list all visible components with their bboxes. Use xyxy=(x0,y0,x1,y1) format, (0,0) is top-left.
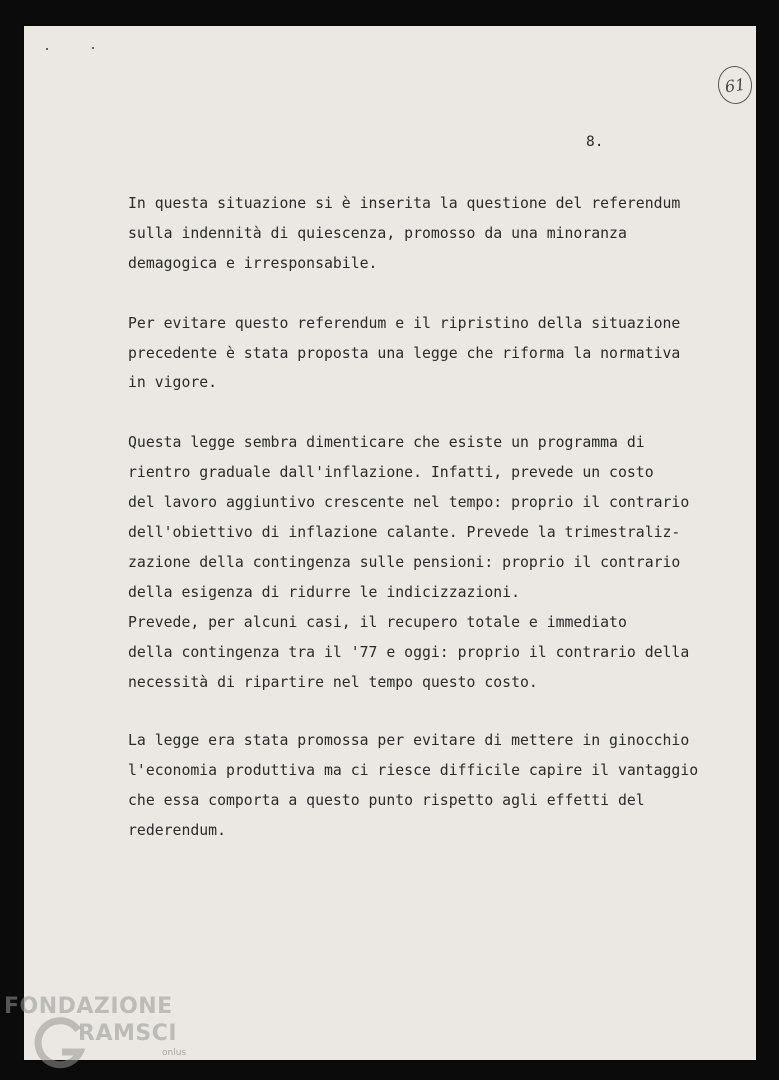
text-line: sulla indennità di quiescenza, promosso da una minoranza xyxy=(128,225,627,242)
text-line: necessità di ripartire nel tempo questo costo. xyxy=(128,674,538,691)
fondazione-gramsci-watermark xyxy=(4,994,204,1074)
text-line: demagogica e irresponsabile. xyxy=(128,255,378,272)
text-line: in vigore. xyxy=(128,374,218,391)
text-line: zazione della contingenza sulle pensioni: proprio il contrario xyxy=(128,554,681,571)
text-line: della contingenza tra il '77 e oggi: proprio il contrario della xyxy=(128,644,690,661)
paper-speck xyxy=(46,48,48,50)
text-line: della esigenza di ridurre le indicizzazioni. xyxy=(128,584,520,601)
text-line: In questa situazione si è inserita la questione del referendum xyxy=(128,195,681,212)
text-line: del lavoro aggiuntivo crescente nel tempo: proprio il contrario xyxy=(128,494,690,511)
text-line: rederendum. xyxy=(128,822,226,839)
archive-number: 61 xyxy=(723,74,747,96)
text-line: Prevede, per alcuni casi, il recupero totale e immediato xyxy=(128,614,627,631)
text-line: rientro graduale dall'inflazione. Infatti, prevede un costo xyxy=(128,464,654,481)
document-page xyxy=(24,26,756,1060)
watermark-tagline: onlus xyxy=(162,1048,187,1058)
text-line: Questa legge sembra dimenticare che esiste un programma di xyxy=(128,434,645,451)
text-line: La legge era stata promossa per evitare di mettere in ginocchio xyxy=(128,732,690,749)
text-line: dell'obiettivo di inflazione calante. Prevede la trimestraliz- xyxy=(128,524,681,541)
watermark-line1: FONDAZIONE xyxy=(4,994,173,1019)
text-line: che essa comporta a questo punto rispetto agli effetti del xyxy=(128,792,645,809)
text-line: l'economia produttiva ma ci riesce difficile capire il vantaggio xyxy=(128,762,699,779)
text-line: precedente è stata proposta una legge che riforma la normativa xyxy=(128,345,681,362)
paper-speck xyxy=(92,47,94,49)
page-number: 8. xyxy=(586,134,604,150)
watermark-line2: RAMSCI xyxy=(78,1021,178,1046)
text-line: Per evitare questo referendum e il ripristino della situazione xyxy=(128,315,681,332)
archive-number-stamp xyxy=(716,64,755,106)
